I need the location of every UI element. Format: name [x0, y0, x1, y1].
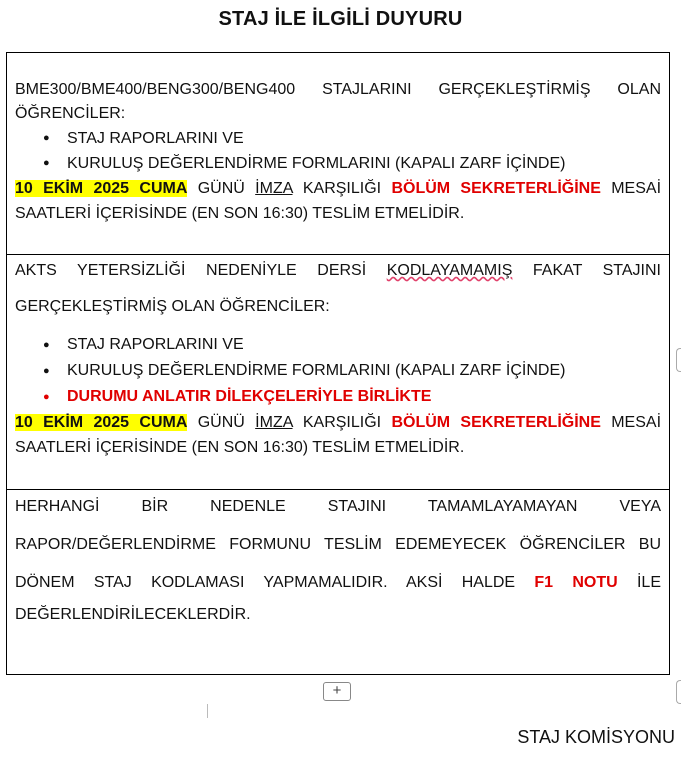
list-item: ● STAJ RAPORLARINI VE: [67, 332, 661, 358]
table-cell-internship-submission[interactable]: [7, 53, 669, 255]
deadline-line: [15, 410, 661, 435]
intro-line: GERÇEKLEŞTİRMİŞ OLAN ÖĞRENCİLER:: [15, 298, 330, 315]
table-resize-handle[interactable]: [676, 348, 681, 372]
list-item: ● STAJ RAPORLARINI VE: [67, 126, 661, 151]
text-span: MESAİ: [600, 414, 662, 431]
deadline-line: [15, 176, 661, 201]
text-span: KARŞILIĞI: [292, 180, 392, 197]
text-span: MESAİ: [600, 180, 662, 197]
office-name: BÖLÜM SEKRETERLİĞİNE: [391, 414, 601, 431]
deadline-date: 10 EKİM 2025 CUMA: [15, 414, 188, 431]
text-span: KARŞILIĞI: [292, 414, 392, 431]
intro-line: [15, 258, 661, 284]
text-span: DÖNEM STAJ KODLAMASI YAPMAMALIDIR. AKSİ HALDE: [15, 574, 535, 591]
document-title: STAJ İLE İLGİLİ DUYURU: [218, 8, 463, 30]
text-span: AKTS YETERSİZLİĞİ NEDENİYLE DERSİ: [15, 262, 387, 279]
signature-text: STAJ KOMİSYONU: [517, 727, 675, 747]
warning-line: RAPOR/DEĞERLENDİRME FORMUNU TESLİM EDEMEYECEK ÖĞRENCİLER BU: [15, 536, 661, 553]
intro-line: ÖĞRENCİLER:: [15, 105, 126, 122]
text-span: FAKAT STAJINI: [512, 262, 662, 279]
grade-f1: F1 NOTU: [534, 574, 618, 591]
signature-word: İMZA: [255, 180, 293, 197]
text-cursor: [207, 704, 208, 718]
text-span: İLE: [617, 574, 661, 591]
deadline-line: SAATLERİ İÇERİSİNDE (EN SON 16:30) TESLİM ETMELİDİR.: [15, 205, 465, 222]
intro-line: BME300/BME400/BENG300/BENG400 STAJLARINI GERÇEKLEŞTİRMİŞ OLAN: [15, 81, 661, 98]
signature-word: İMZA: [255, 414, 293, 431]
add-row-button[interactable]: +: [323, 682, 351, 701]
warning-line: [15, 570, 661, 596]
text-span: GÜNÜ: [187, 180, 256, 197]
table-cell-incomplete-internship[interactable]: [7, 490, 669, 674]
warning-line: HERHANGİ BİR NEDENLE STAJINI TAMAMLAYAMAYAN VEYA: [15, 498, 661, 515]
list-item: ● KURULUŞ DEĞERLENDİRME FORMLARINI (KAPALI ZARF İÇİNDE): [67, 151, 661, 176]
list-item: ● KURULUŞ DEĞERLENDİRME FORMLARINI (KAPALI ZARF İÇİNDE): [67, 358, 661, 384]
deadline-date: 10 EKİM 2025 CUMA: [15, 180, 188, 197]
spellcheck-word: KODLAYAMAMIŞ: [386, 262, 513, 279]
table-resize-handle[interactable]: [676, 680, 681, 704]
warning-line: DEĞERLENDİRİLECEKLERDİR.: [15, 606, 251, 623]
text-span: GÜNÜ: [187, 414, 256, 431]
list-item-red: ● DURUMU ANLATIR DİLEKÇELERİYLE BİRLİKTE: [67, 384, 661, 410]
bullet-list: [15, 126, 661, 176]
announcement-table: [6, 52, 670, 675]
bullet-list: [15, 332, 661, 410]
office-name: BÖLÜM SEKRETERLİĞİNE: [391, 180, 601, 197]
table-cell-insufficient-ects[interactable]: [7, 255, 669, 490]
deadline-line: SAATLERİ İÇERİSİNDE (EN SON 16:30) TESLİM ETMELİDİR.: [15, 439, 465, 456]
